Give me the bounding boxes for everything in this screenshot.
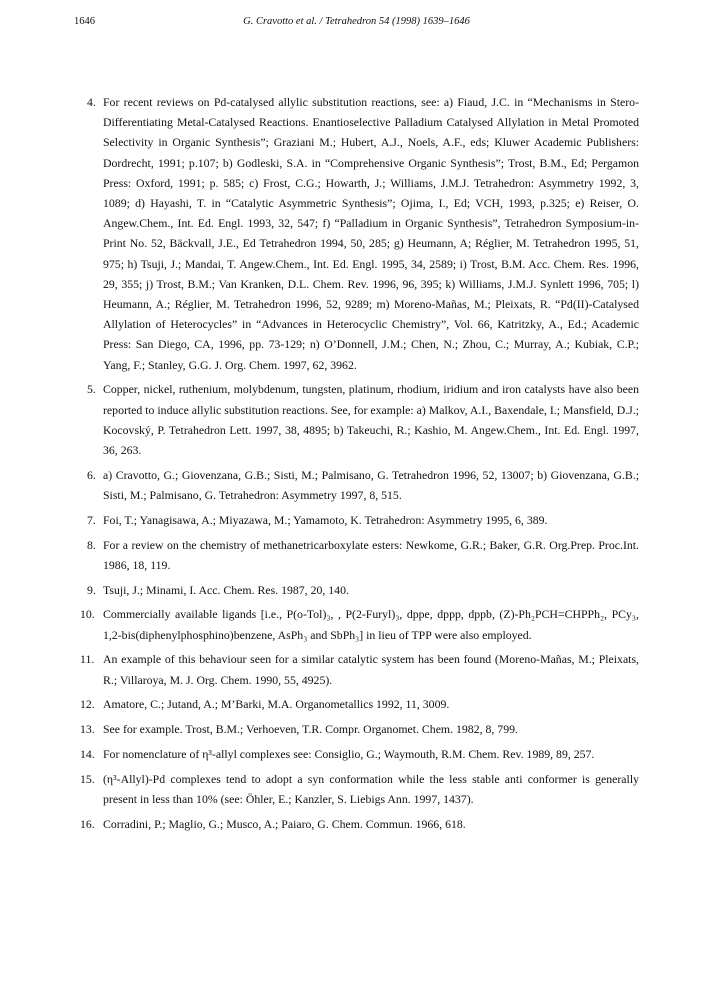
reference-number: 10.	[80, 607, 95, 622]
reference-item	[87, 510, 639, 530]
reference-text: For nomenclature of η³-allyl complexes see: Consiglio, G.; Waymouth, R.M. Chem. Rev. 1989, 89, 257.	[103, 747, 595, 762]
reference-item	[87, 379, 639, 460]
reference-text: See for example. Trost, B.M.; Verhoeven, T.R. Compr. Organomet. Chem. 1982, 8, 799.	[103, 722, 518, 737]
page-header	[74, 14, 639, 30]
reference-number: 5.	[87, 382, 96, 397]
reference-text: Tsuji, J.; Minami, I. Acc. Chem. Res. 1987, 20, 140.	[103, 582, 349, 597]
reference-text: Copper, nickel, ruthenium, molybdenum, tungsten, platinum, rhodium, iridium and iron catalysts have also been reported to induce allylic substitution reactions. See, for example: a) Malkov, A.I., Baxendale, I.; Mansfield, D.J.; Kocovský, P. Tetrahedron Lett. 1997, 38, 4895; b) Takeuchi, R.; Kashio, M. Angew.Chem., Int. Ed. Engl. 1997, 36, 263.	[103, 382, 639, 458]
reference-item	[80, 814, 639, 834]
reference-item	[80, 719, 639, 739]
reference-text: For a review on the chemistry of methanetricarboxylate esters: Newkome, G.R.; Baker, G.R. Org.Prep. Proc.Int. 1986, 18, 119.	[103, 537, 639, 572]
reference-text: a) Cravotto, G.; Giovenzana, G.B.; Sisti, M.; Palmisano, G. Tetrahedron 1996, 52, 13007; b) Giovenzana, G.B.; Sisti, M.; Palmisano, G. Tetrahedron: Asymmetry 1997, 8, 515.	[103, 467, 639, 503]
reference-item	[87, 92, 639, 375]
reference-number: 12.	[80, 697, 95, 712]
running-head: G. Cravotto et al. / Tetrahedron 54 (1998) 1639–1646	[243, 16, 470, 27]
page-number: 1646	[74, 16, 95, 27]
reference-item	[80, 604, 639, 644]
reference-item	[80, 649, 639, 689]
reference-number: 7.	[87, 512, 96, 527]
reference-number: 9.	[87, 582, 96, 597]
reference-item	[80, 769, 639, 809]
reference-item	[80, 744, 639, 764]
reference-text: (η³-Allyl)-Pd complexes tend to adopt a syn conformation while the less stable anti conformer is generally present in less than 10% (see: Öhler, E.; Kanzler, S. Liebigs Ann. 1997, 1437).	[103, 771, 639, 807]
reference-text: Corradini, P.; Maglio, G.; Musco, A.; Paiaro, G. Chem. Commun. 1966, 618.	[103, 816, 466, 831]
reference-text: For recent reviews on Pd-catalysed allylic substitution reactions, see: a) Fiaud, J.C. in “Mechanisms in Stero-Differentiating Metal-Catalysed Reactions. Enantioselective Palladium Catalysed Allylation in Metal Promoted Selectivity in Organic Synthesis”; Graziani M.; Hubert, A.J., Noels, A.F., eds; Kluwer Academic Publishers: Dordrecht, 1991; p.107; b) Godleski, S.A. in “Comprehensive Organic Synthesis”; Trost, B.M., Ed; Pergamon Press: Oxford, 1991; p. 585; c) Frost, C.G.; Howarth, J.; Williams, J.M.J. Tetrahedron: Asymmetry 1992, 3, 1089; d) Hayashi, T. in “Catalytic Asymmetric Synthesis”; Ojima, I., Ed; VCH, 1993, p.325; e) Reiser, O. Angew.Chem., Int. Ed. Engl. 1993, 32, 547; f) “Palladium in Organic Synthesis”, Tetrahedron Symposium-in-Print No. 52, Bäckvall, J.E., Ed Tetrahedron 1994, 50, 285; g) Heumann, A; Réglier, M. Tetrahedron 1995, 51, 975; h) Tsuji, J.; Mandai, T. Angew.Chem., Int. Ed. Engl. 1995, 34, 2589; i) Trost, B.M. Acc. Chem. Res. 1996, 29, 355; j) Trost, B.M.; Van Kranken, D.L. Chem. Rev. 1996, 96, 395; k) Williams, J.M.J. Synlett 1996, 705; l) Heumann, A.; Réglier, M. Tetrahedron 1996, 52, 9289; m) Moreno-Mañas, M.; Pleixats, R. “Pd(II)-Catalysed Allylation of Heterocycles” in “Advances in Heterocyclic Chemistry”, Vol. 66, Katritzky, A., Ed.; Academic Press: San Diego, CA, 1996, pp. 73-129; n) O’Donnell, J.M.; Chen, N.; Zhou, C.; Murray, A.; Kubiak, C.P.; Yang, F.; Stanley, G.G. J. Org. Chem. 1997, 62, 3962.	[103, 95, 639, 372]
reference-number: 16.	[80, 816, 95, 831]
reference-number: 15.	[80, 771, 95, 786]
reference-item	[87, 580, 639, 600]
reference-item	[87, 465, 639, 505]
reference-number: 8.	[87, 537, 96, 552]
reference-number: 4.	[87, 95, 96, 109]
reference-number: 13.	[80, 722, 95, 737]
reference-text: An example of this behaviour seen for a similar catalytic system has been found (Moreno-Mañas, M.; Pleixats, R.; Villaroya, M. J. Org. Chem. 1990, 55, 4925).	[103, 652, 639, 687]
reference-number: 11.	[80, 652, 95, 667]
reference-text: Foi, T.; Yanagisawa, A.; Miyazawa, M.; Yamamoto, K. Tetrahedron: Asymmetry 1995, 6, 389.	[103, 512, 548, 527]
reference-text: Commercially available ligands [i.e., P(o-Tol)₃, , P(2-Furyl)₃, dppe, dppp, dppb, (Z)-Ph₂PCH=CHPPh₂, PCy₃, 1,2-bis(diphenylphosphino)benzene, AsPh₃ and SbPh₃] in lieu of TPP were also employed.	[103, 607, 639, 642]
reference-item	[80, 694, 639, 714]
reference-number: 6.	[87, 467, 96, 482]
reference-text: Amatore, C.; Jutand, A.; M’Barki, M.A. Organometallics 1992, 11, 3009.	[103, 697, 450, 712]
reference-list	[80, 92, 639, 839]
reference-number: 14.	[80, 747, 95, 762]
reference-item	[87, 535, 639, 575]
